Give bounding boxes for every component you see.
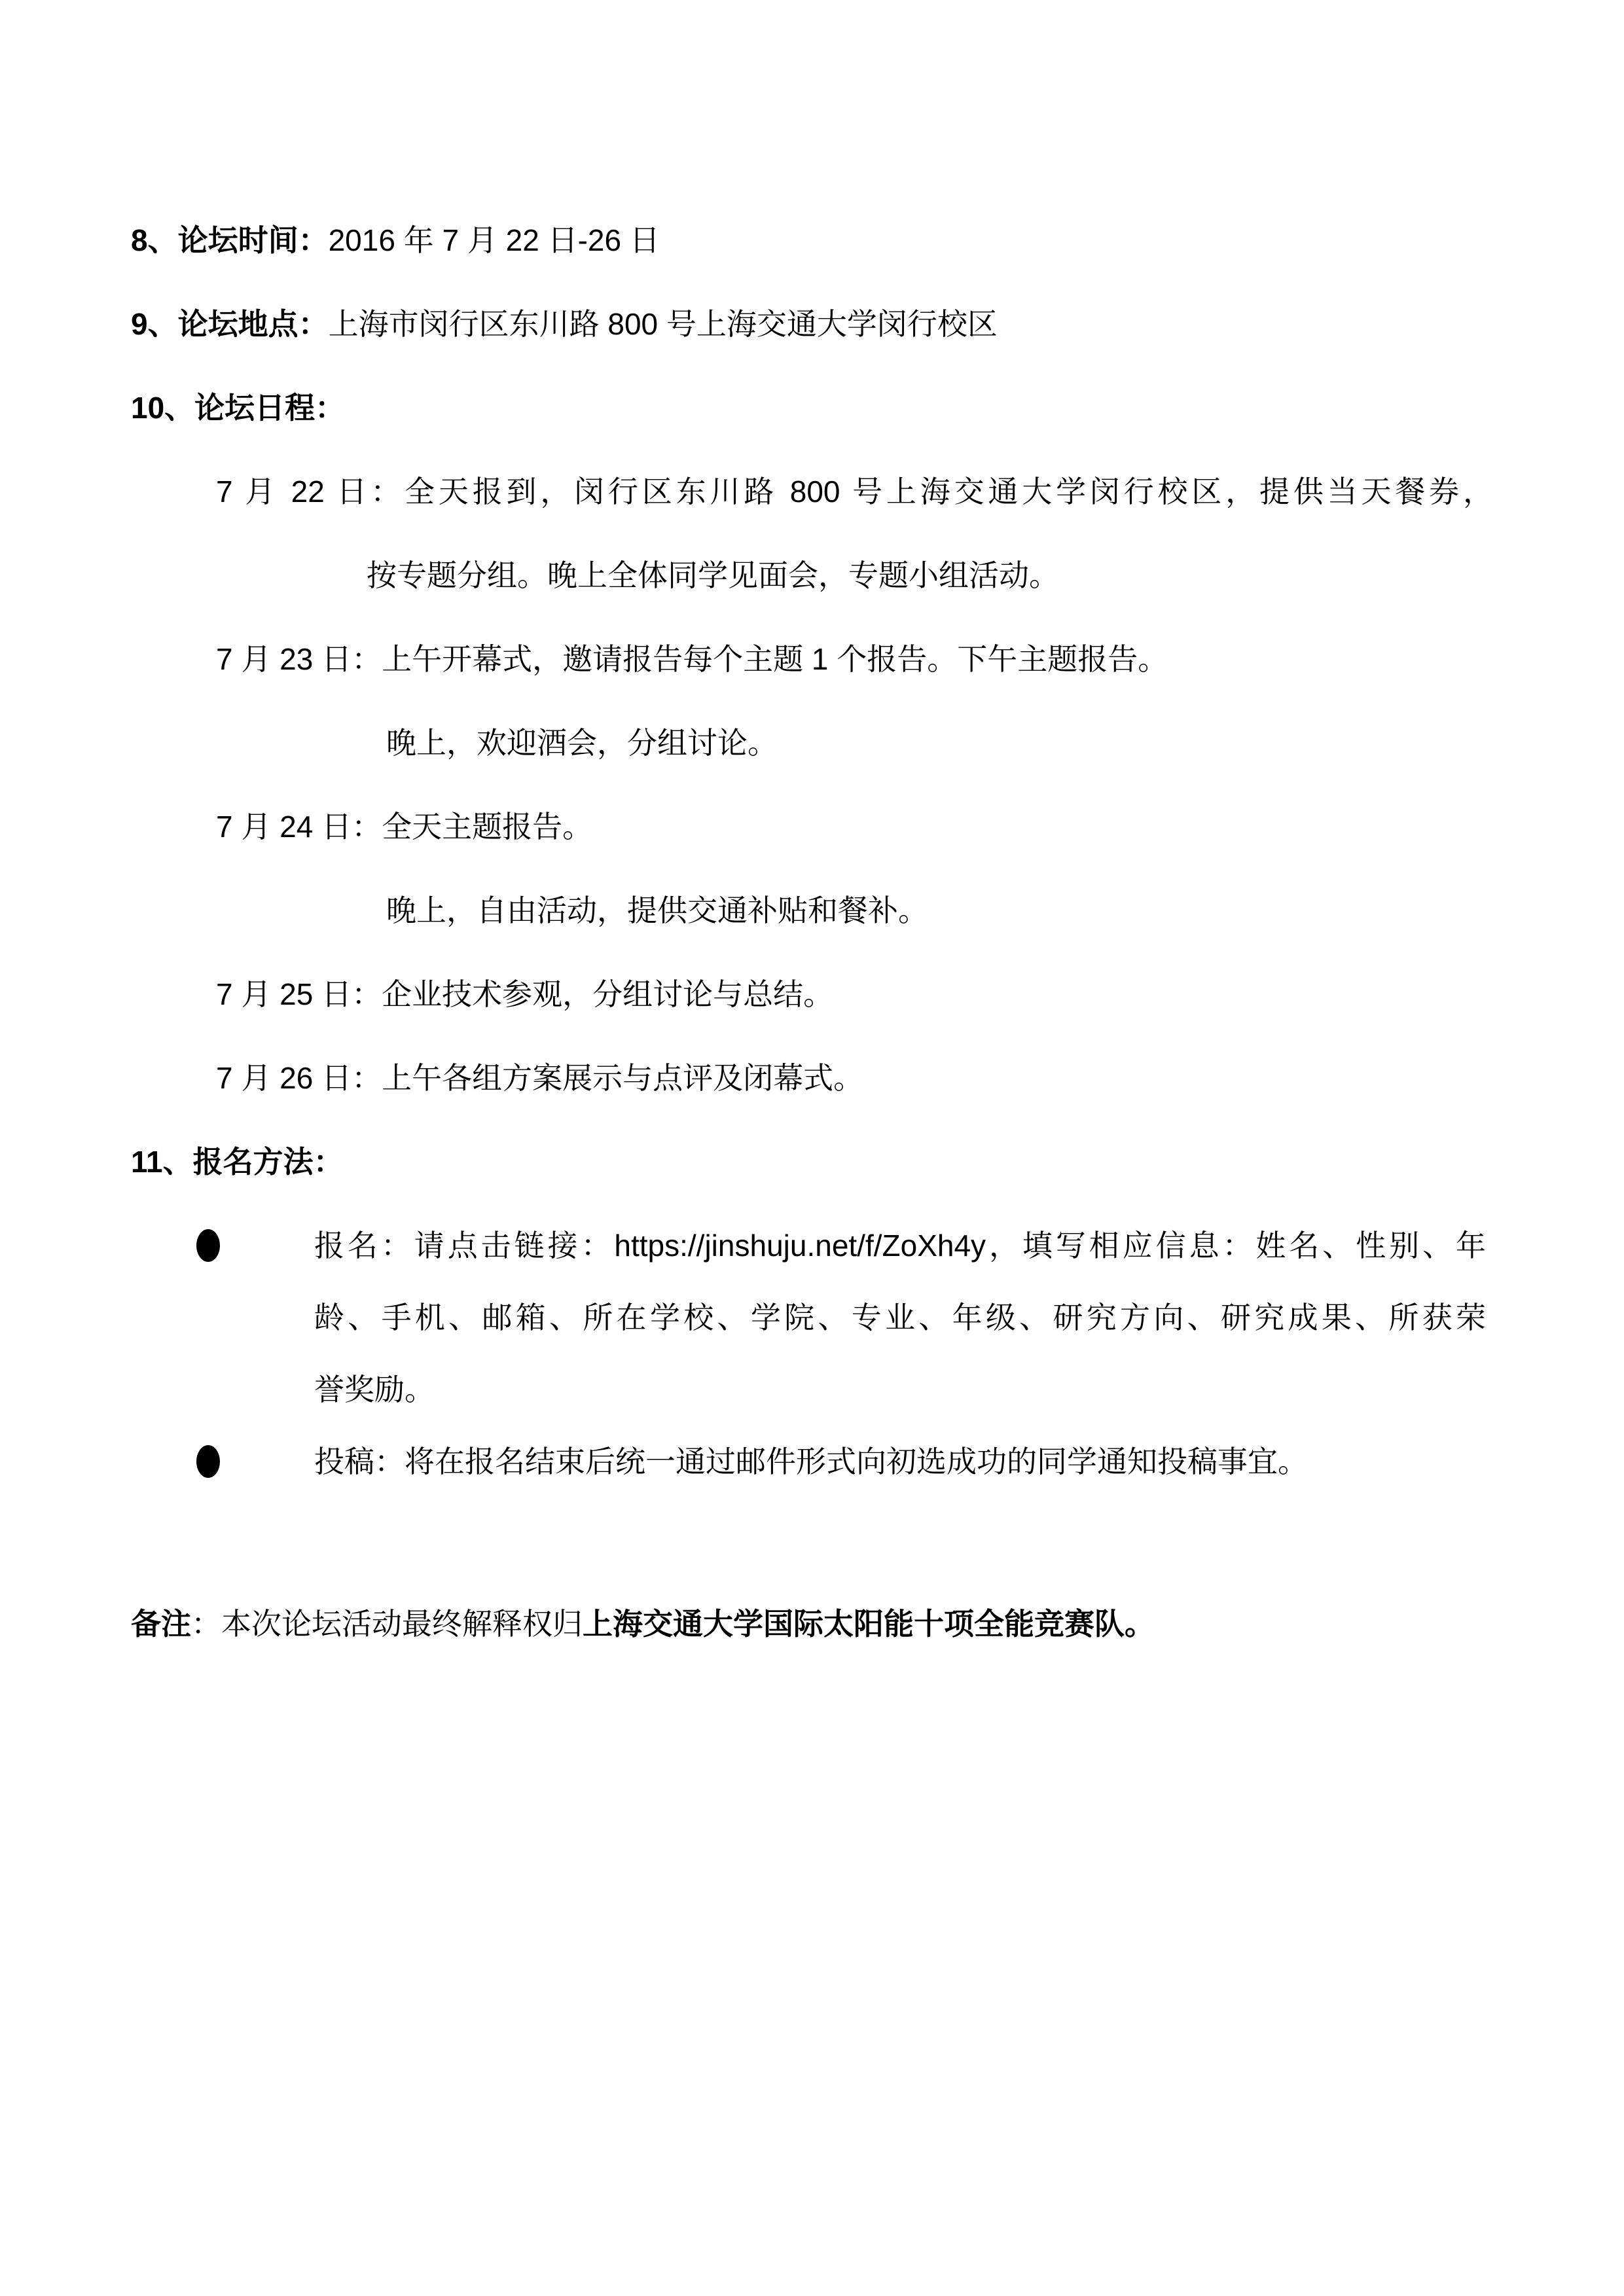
bullet-item-signup	[196, 1227, 1493, 1408]
bullet-icon	[196, 1445, 220, 1478]
item-8-label: 8、论坛时间：	[131, 223, 329, 257]
schedule-line-jul22-cont: 按专题分组。晚上全体同学见面会，专题小组活动。	[367, 558, 1059, 592]
bullet-icon	[196, 1229, 220, 1262]
footer-bold-text: 上海交通大学国际太阳能十项全能竞赛队。	[583, 1607, 1155, 1641]
schedule-line-jul25: 7 月 25 日：企业技术参观，分组讨论与总结。	[216, 977, 834, 1011]
item-10-label: 10、论坛日程：	[131, 391, 346, 425]
schedule-line-jul24: 7 月 24 日：全天主题报告。	[216, 810, 593, 844]
item-11-label: 11、报名方法：	[131, 1145, 344, 1179]
bullet-text-submission	[314, 1443, 1486, 1480]
item-8-value: 2016 年 7 月 22 日-26 日	[328, 223, 660, 257]
list-item-8	[131, 221, 1493, 259]
bullet-item-submission	[196, 1443, 1493, 1480]
schedule-line-jul23-cont: 晚上，欢迎酒会，分组讨论。	[386, 726, 778, 760]
signup-text-after-link: ，填写相应信息：姓名、性别、年	[986, 1229, 1487, 1263]
signup-line-3: 誉奖励。	[314, 1372, 435, 1407]
footer-label: 备注	[131, 1607, 191, 1641]
item-9-label: 9、论坛地点：	[131, 307, 329, 341]
signup-line-1	[314, 1227, 1486, 1265]
footer-text: ：本次论坛活动最终解释权归	[191, 1607, 583, 1641]
list-item-10	[131, 389, 1493, 427]
signup-link[interactable]: https://jinshuju.net/f/ZoXh4y	[614, 1229, 986, 1263]
footer-note	[131, 1605, 1493, 1643]
schedule-line-jul24-cont: 晚上，自由活动，提供交通补贴和餐补。	[386, 893, 928, 927]
list-item-11	[131, 1143, 1493, 1181]
signup-text-before-link: 报名：请点击链接：	[314, 1229, 615, 1263]
list-item-9	[131, 305, 1493, 343]
schedule-line-jul26: 7 月 26 日：上午各组方案展示与点评及闭幕式。	[216, 1061, 864, 1095]
schedule-line-jul23: 7 月 23 日：上午开幕式，邀请报告每个主题 1 个报告。下午主题报告。	[216, 642, 1168, 676]
item-9-value: 上海市闵行区东川路 800 号上海交通大学闵行校区	[328, 307, 998, 341]
bullet-text-signup	[314, 1227, 1486, 1408]
signup-line-2: 龄、手机、邮箱、所在学校、学院、专业、年级、研究方向、研究成果、所获荣	[314, 1300, 1486, 1335]
submission-line: 投稿：将在报名结束后统一通过邮件形式向初选成功的同学通知投稿事宜。	[314, 1444, 1308, 1479]
schedule-line-jul22: 7 月 22 日：全天报到，闵行区东川路 800 号上海交通大学闵行校区，提供当天餐券，	[216, 475, 1493, 509]
